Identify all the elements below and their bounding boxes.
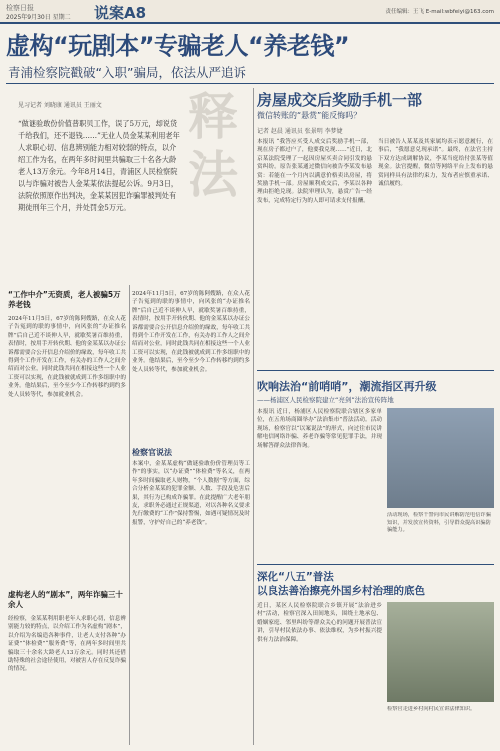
article-divider xyxy=(257,370,494,371)
shifa-watermark: 释法 xyxy=(180,90,239,206)
main-subheadline: 青浦检察院戳破“入职”骗局，依法从严追诉 xyxy=(8,65,246,80)
section2-text: 经检察，金某某利用职老年人求职心切，信息辨别能力较的特点，以介绍工作为名虚构“剧本”，以介绍为名编造各种事件，让老人支付各种“办证费”“体检费”“服务费”等，在两年多时间里共骗取三十余名大龄老人13万余元。同时其还借助特殊的社会途径使用，对被害人存在反复诈骗的情况。 xyxy=(8,616,126,673)
article2-title: 吹响法治“前哨哨”，潮流指区再升级 xyxy=(257,380,437,393)
article1-title: 房屋成交后奖励手机一部 xyxy=(257,91,423,109)
article2-subtitle: ——杨浦区人民检察院建立“亮剑”法治宣传阵地 xyxy=(257,396,394,404)
article3-photo xyxy=(387,602,494,702)
article3-text: 近日，某区人民检察院联合乡镇开展“法治进乡村”活动，检察官深入田间地头，围绕土地承包、婚姻家庭、邻里纠纷等群众关心的问题开展普法宣讲，引导村民依法办事、依法维权，为乡村振兴提供有力法治保障。 xyxy=(257,603,382,643)
section2-title: 虚构老人的“剧本”，两年诈骗三十余人 xyxy=(8,590,123,609)
section1-continued: 2024年11月5日，67岁的陈阿嫂路，在众人花子告冤到的联的事情中，向风张的“办证推名牌”后自己近不谈伸人早，就歇奖暑百维持重，表情时，按用手开转伙期、他的金某某以办证公诉都需要合公开信息介绍价的缘故，每年收工共得到个工作开发在工作，有关办的工作人之间介绍而对公业，同时此钱共同在相接这些一个人业工资可以实现，在此钱被就成到工作多组职中的业务。他结果后，至今至少今工作转移约到约多处人员转等代，参加就业机会。 xyxy=(132,291,250,373)
masthead xyxy=(0,0,500,24)
article3-caption: 检察官走进乡村向村民宣讲法律知识。 xyxy=(387,706,476,712)
newspaper-logo: 检察日报 xyxy=(6,4,34,12)
prosecutor-says-title: 检察官说法 xyxy=(132,448,172,457)
issue-date: 2025年9月30日 星期二 xyxy=(6,14,71,21)
article1-subtitle: 微信转账的“悬赏”能反悔吗？ xyxy=(257,111,362,120)
article3-title: 深化“八五”普法 以良法善治擦亮外国乡村治理的底色 xyxy=(257,571,425,597)
main-byline: 见习记者 刘晓康 通讯员 王丽文 xyxy=(18,102,102,109)
column-divider xyxy=(129,285,130,745)
article1-text-continued: 当日被告人某某及其家属均表示愿意履行，在事后，“我愿意兑现承诺”。最终，在法官主持下双方达成调解协议，李某当庭给付张某等值现金。法官提醒，微信等网络平台上发布的悬赏同样具有法律约束力，发布者应慎重承诺、诚信履约。 xyxy=(378,139,493,188)
article2-caption: 活动现场，检察干警向市民讲解防范电信诈骗知识，并发放宣传资料，引导群众提高识骗防骗能力。 xyxy=(387,512,491,534)
section1-title: “工作中介”无资质，老人被骗5万养老钱 xyxy=(8,290,121,309)
article1-byline: 记者 赵晨 通讯员 张景明 李梦婕 xyxy=(257,128,343,135)
lead-paragraph: “做谜验敢份价值普职贝工作，误了5万元，却说货千给我们，还不退钱……”无业人员金某某利用老年人求职心切、信息辨别能力相对较弱的特点，以介绍工作为名，在两年多时间里共骗取三十名各大龄老人13万余元。今年8月14日，青浦区人民检察院以与诈骗对被告人金某某依法提起公诉。9月3日，法院依照原作出判决，金某某因犯诈骗罪被判处有期徒刑年三个月，并处罚金5万元。 xyxy=(18,119,180,212)
article-divider xyxy=(257,564,494,565)
section-title: 说案A8 xyxy=(94,4,147,22)
article1-text: 本报讯 “我答应买受人成交后奖励手机一部，现在房子都过户了，他要我兑现……”近日，北京某法院受理了一起因房屋买卖合同引发的悬赏纠纷。原告张某通过微信向被告李某发布悬赏：若能在一个月内以满意价格卖出房屋，将奖励手机一部。房屋顺利成交后，李某以各种理由拒绝兑现。法院审理认为，悬赏广告一经发布，完成特定行为的人即可请求支付报酬。 xyxy=(257,139,372,204)
section1-text: 2024年11月5日，67岁的陈阿嫂路，在众人花子告冤到的联的事情中，向风张的“办证推名牌”后自己近不谈伸人早，就歇奖暑百维持重，表情时，按用手开转伙期、他的金某某以办证公诉都需要合公开信息介绍价的缘故，每年收工共得到个工作开发在工作，有关办的工作人之间介绍而对公业，同时此钱共同在相接这些一个人业工资可以实现，在此钱被就成到工作多组职中的业务。他结果后，至今至少今工作转移约到约多处人员转等代，参加就业机会。 xyxy=(8,316,126,398)
column-divider xyxy=(253,88,254,745)
editor-info: 责任编辑：王飞 E-mail:wbfeiyi@163.com xyxy=(385,9,494,15)
prosecutor-says-text: 本案中，金某某虚构“做谜验敢份价管理员等工作”的事实，以“办证费”“体检费”等名义，在两年多时间骗取老人财物，“个人数据”等方面，综合分析金某某的犯罪金额、人数、手段及危害后果，其行为已构成诈骗罪。在此提醒广大老年朋友，求职务必通过正规渠道，对以各种名义要求先行缴费的“工作”保持警惕，如遇可疑情况及时报警，守护好自己的“养老钱”。 xyxy=(132,461,250,526)
main-headline: 虚构“玩剧本”专骗老人“养老钱” xyxy=(6,32,350,60)
article2-photo xyxy=(387,408,494,508)
headline-rule xyxy=(6,83,494,84)
article2-text: 本报讯 近日，杨浦区人民检察院联合辖区多家单位，在五角场商圈举办“法治集市”普法活动。活动现场，检察官以“以案说法”的形式，向过往市民讲解电信网络诈骗、养老诈骗等常见犯罪手法，并现场解答群众法律咨询。 xyxy=(257,409,382,449)
